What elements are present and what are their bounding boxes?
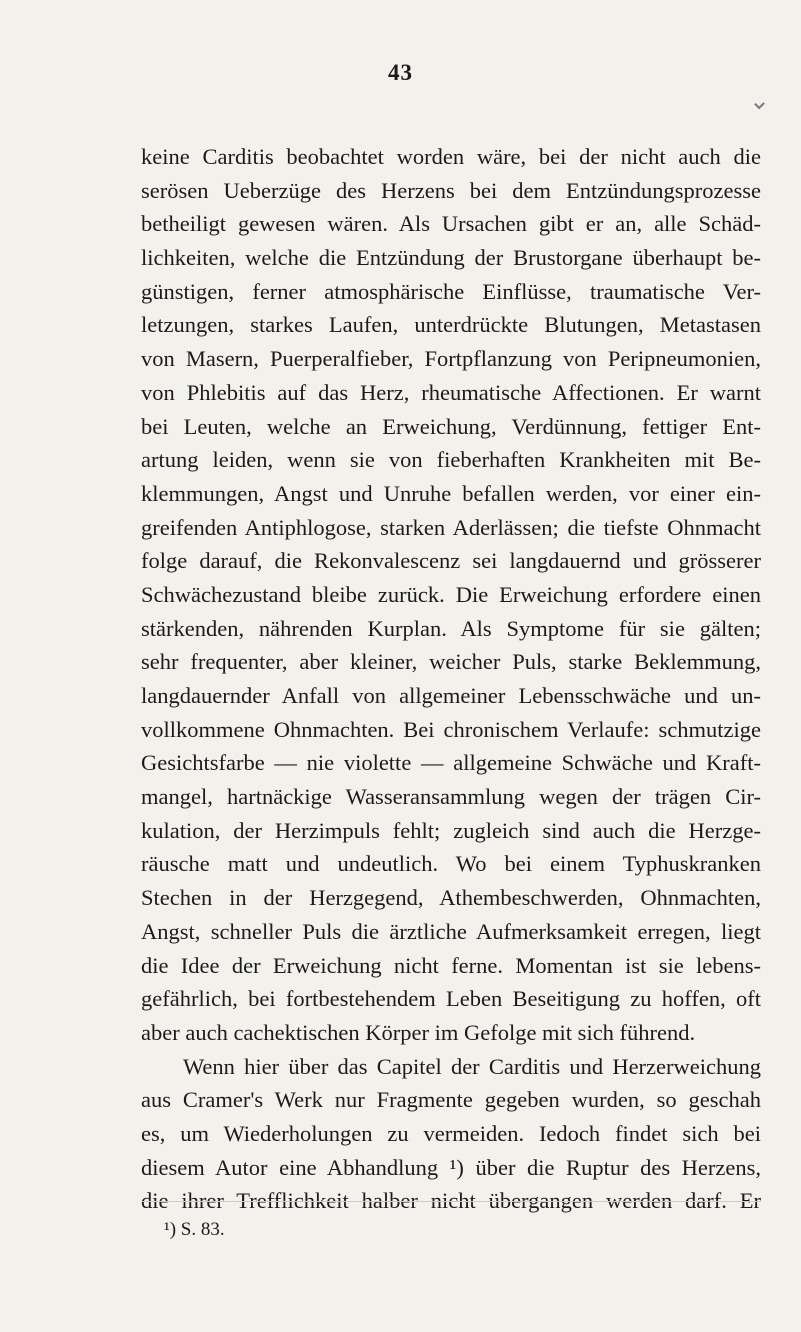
text-line: langdauernder Anfall von allgemeiner Lebensschwäche und un- [141,683,761,708]
text-line: Wenn hier über das Capitel der Carditis und Herzerweichung [183,1053,761,1079]
text-line: mangel, hartnäckige Wasseransammlung wegen der trägen Cir- [141,784,761,810]
text-line: räusche matt und undeutlich. Wo bei einem Typhuskranken [141,851,761,877]
text-line: stärkenden, nährenden Kurplan. Als Symptome für sie gälten; [141,615,761,641]
footnote: ¹) S. 83. [164,1219,225,1240]
text-line: aber auch cachektischen Körper im Gefolge mit sich führend. [141,1019,696,1045]
text-line: die Idee der Erweichung nicht ferne. Momentan ist sie lebens- [141,952,761,978]
text-line: Angst, schneller Puls die ärztliche Aufmerksamkeit erregen, liegt [141,918,761,944]
text-line: Gesichtsfarbe — nie violette — allgemeine Schwäche und Kraft- [141,750,761,776]
text-line: aus Cramer's Werk nur Fragmente gegeben wurden, so geschah [141,1087,761,1113]
text-line: diesem Autor eine Abhandlung ¹) über die Ruptur des Herzens, [141,1154,761,1180]
text-line: von Masern, Puerperalfieber, Fortpflanzung von Peripneumonien, [141,346,761,372]
text-line: gefährlich, bei fortbestehendem Leben Beseitigung zu hoffen, oft [141,986,761,1012]
page-number: 43 [388,60,413,85]
text-line: betheiligt gewesen wären. Als Ursachen gibt er an, alle Schäd- [141,211,761,237]
text-line: Stechen in der Herzgegend, Athembeschwerden, Ohnmachten, [141,885,761,911]
text-line: es, um Wiederholungen zu vermeiden. Iedoch findet sich bei [141,1120,761,1146]
text-line: kulation, der Herzimpuls fehlt; zugleich sind auch die Herzge- [141,817,761,843]
text-line: keine Carditis beobachtet worden wäre, bei der nicht auch die [141,144,761,169]
text-line: von Phlebitis auf das Herz, rheumatische Affectionen. Er warnt [141,379,761,405]
text-line: letzungen, starkes Laufen, unterdrückte Blutungen, Metastasen [141,312,761,338]
body-text [141,140,761,1218]
text-line: vollkommene Ohnmachten. Bei chronischem Verlaufe: schmutzige [141,716,761,742]
text-line: serösen Ueberzüge des Herzens bei dem Entzündungsprozesse [141,177,761,203]
text-line: lichkeiten, welche die Entzündung der Brustorgane überhaupt be- [141,245,761,271]
text-line: günstigen, ferner atmosphärische Einflüsse, traumatische Ver- [141,278,761,304]
text-line: klemmungen, Angst und Unruhe befallen werden, vor einer ein- [141,480,761,506]
text-line: Schwächezustand bleibe zurück. Die Erweichung erfordere einen [141,581,761,607]
text-line: sehr frequenter, aber kleiner, weicher Puls, starke Beklemmung, [141,649,761,675]
margin-mark-icon [754,99,765,110]
text-line: die ihrer Trefflichkeit halber nicht übergangen werden darf. Er [141,1188,761,1214]
text-line: bei Leuten, welche an Erweichung, Verdünnung, fettiger Ent- [141,413,761,439]
text-line: artung leiden, wenn sie von fieberhaften Krankheiten mit Be- [141,447,761,473]
footnote-divider [141,1201,761,1202]
text-line: folge darauf, die Rekonvalescenz sei langdauernd und grösserer [141,548,761,574]
text-line: greifenden Antiphlogose, starken Aderlässen; die tiefste Ohnmacht [141,514,761,540]
